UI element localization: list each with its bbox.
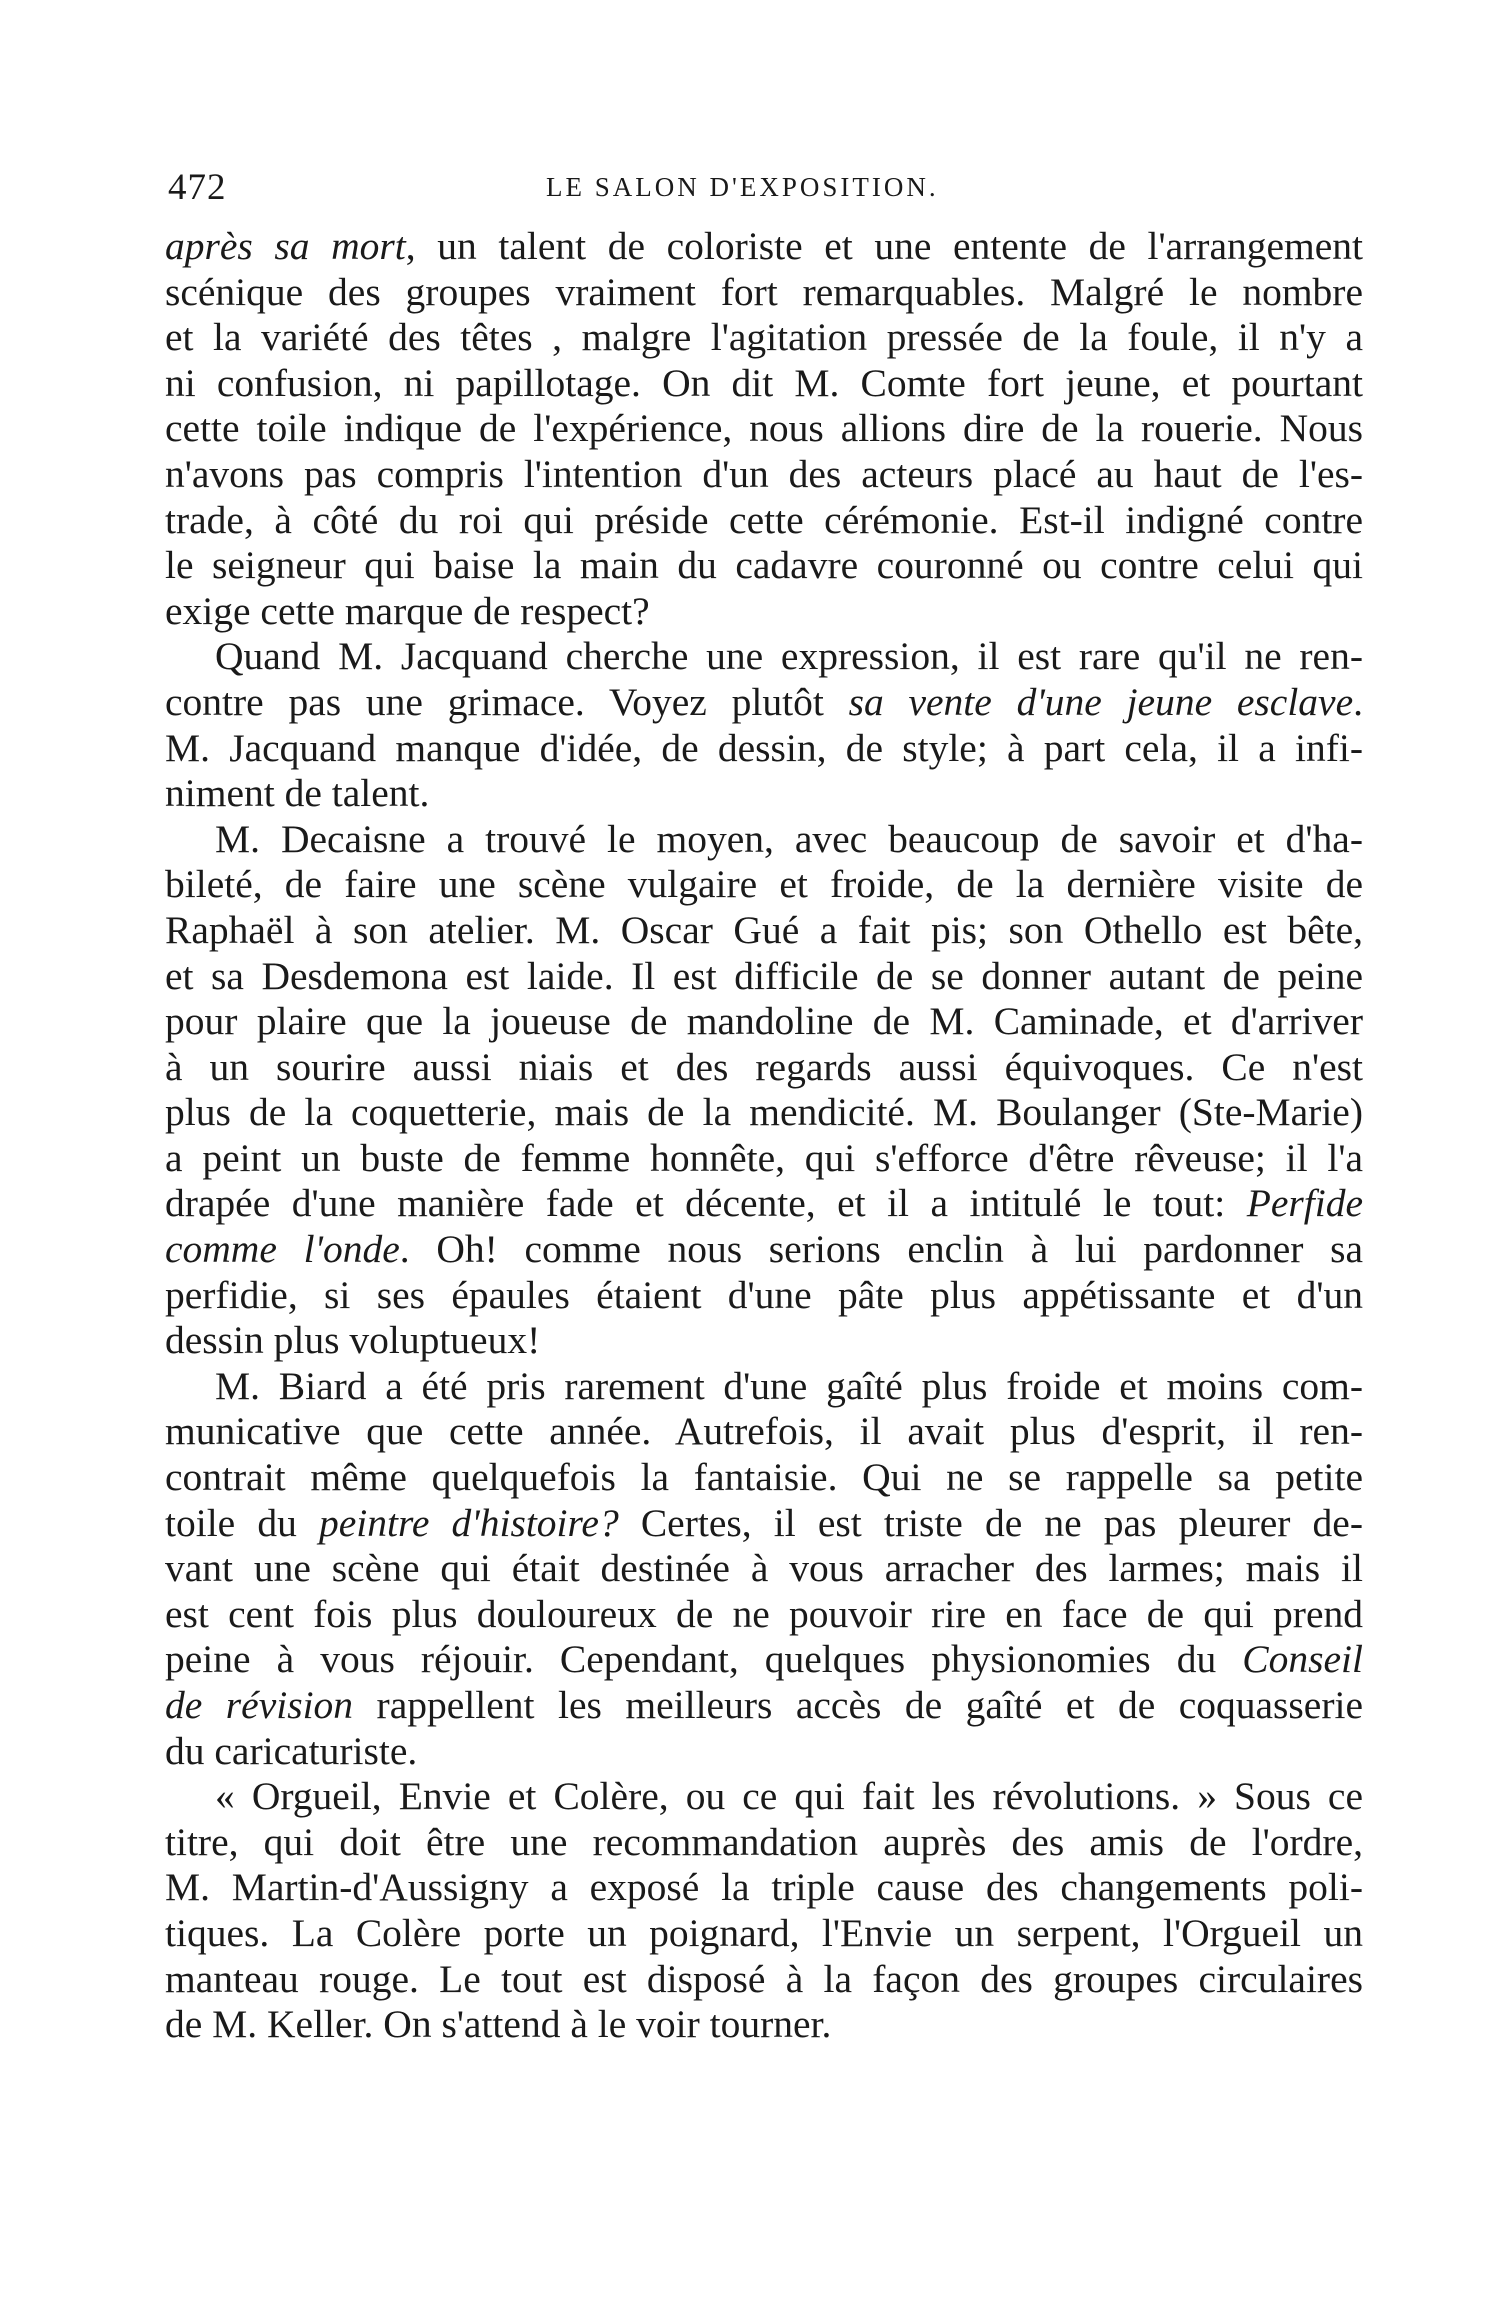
text-line bbox=[165, 2002, 1363, 2048]
text-line bbox=[165, 361, 1363, 407]
text-line bbox=[165, 1181, 1363, 1227]
text-line bbox=[165, 1592, 1363, 1638]
text-line bbox=[165, 1957, 1363, 2003]
italic-text: comme l'onde bbox=[165, 1227, 400, 1272]
text-run: toile du bbox=[165, 1500, 319, 1545]
page-header bbox=[168, 166, 1368, 216]
text-line bbox=[165, 908, 1363, 954]
text-line bbox=[165, 452, 1363, 498]
text-line bbox=[165, 1045, 1363, 1091]
text-line bbox=[165, 771, 1363, 817]
italic-text: sa vente d'une jeune esclave bbox=[848, 679, 1354, 724]
text-run: le seigneur qui baise la main du cadavre couronné ou contre celui qui bbox=[165, 543, 1363, 588]
text-line bbox=[165, 1227, 1363, 1273]
text-line bbox=[165, 634, 1363, 680]
text-line bbox=[165, 1364, 1363, 1410]
running-title: LE SALON D'EXPOSITION. bbox=[546, 172, 939, 202]
text-line bbox=[165, 1090, 1363, 1136]
text-run: manteau rouge. Le tout est disposé à la façon des groupes circulaires bbox=[165, 1956, 1363, 2001]
text-line bbox=[165, 1637, 1363, 1683]
text-run: plus de la coquetterie, mais de la mendicité. M. Boulanger (Ste-Marie) bbox=[165, 1090, 1363, 1135]
text-run: pour plaire que la joueuse de mandoline de M. Caminade, et d'arriver bbox=[165, 999, 1363, 1044]
text-line bbox=[165, 1318, 1363, 1364]
text-line bbox=[165, 1455, 1363, 1501]
text-line bbox=[165, 224, 1363, 270]
text-run: a peint un buste de femme honnête, qui s'efforce d'être rêveuse; il l'a bbox=[165, 1135, 1363, 1180]
text-run: municative que cette année. Autrefois, il avait plus d'esprit, il ren- bbox=[165, 1409, 1363, 1454]
page-number: 472 bbox=[168, 167, 227, 208]
text-line bbox=[165, 1273, 1363, 1319]
text-run: , un talent de coloriste et une entente de l'arrangement bbox=[405, 224, 1363, 268]
text-line bbox=[165, 1911, 1363, 1957]
text-line bbox=[165, 589, 1363, 635]
text-run: . Oh! comme nous serions enclin à lui pardonner sa bbox=[399, 1227, 1363, 1272]
text-run: trade, à côté du roi qui préside cette cérémonie. Est-il indigné contre bbox=[165, 497, 1363, 542]
text-run: contre pas une grimace. Voyez plutôt bbox=[165, 679, 849, 724]
text-run: scénique des groupes vraiment fort remarquables. Malgré le nombre bbox=[165, 269, 1363, 314]
text-line bbox=[165, 1546, 1363, 1592]
text-run: bileté, de faire une scène vulgaire et froide, de la dernière visite de bbox=[165, 862, 1363, 907]
text-run: ni confusion, ni papillotage. On dit M. Comte fort jeune, et pourtant bbox=[165, 360, 1363, 405]
text-run: niment de talent. bbox=[165, 771, 430, 816]
text-line bbox=[165, 680, 1363, 726]
text-line bbox=[165, 1820, 1363, 1866]
text-run: est cent fois plus douloureux de ne pouvoir rire en face de qui prend bbox=[165, 1591, 1363, 1636]
text-run: et la variété des têtes , malgre l'agitation pressée de la foule, il n'y a bbox=[165, 315, 1363, 360]
text-run: Quand M. Jacquand cherche une expression, il est rare qu'il ne ren- bbox=[215, 634, 1363, 679]
text-run: dessin plus voluptueux! bbox=[165, 1318, 541, 1363]
text-line bbox=[165, 406, 1363, 452]
text-run: peine à vous réjouir. Cependant, quelques physionomies du bbox=[165, 1637, 1243, 1682]
text-line bbox=[165, 954, 1363, 1000]
text-run: M. Jacquand manque d'idée, de dessin, de style; à part cela, il a infi- bbox=[165, 725, 1363, 770]
text-line bbox=[165, 999, 1363, 1045]
text-run: contrait même quelquefois la fantaisie. Qui ne se rappelle sa petite bbox=[165, 1455, 1363, 1500]
text-run: cette toile indique de l'expérience, nous allions dire de la rouerie. Nous bbox=[165, 406, 1363, 451]
text-run: « Orgueil, Envie et Colère, ou ce qui fait les révolutions. » Sous ce bbox=[215, 1774, 1363, 1819]
italic-text: Conseil bbox=[1242, 1637, 1363, 1682]
text-run: à un sourire aussi niais et des regards aussi équivoques. Ce n'est bbox=[165, 1044, 1363, 1089]
text-run: n'avons pas compris l'intention d'un des acteurs placé au haut de l'es- bbox=[165, 451, 1363, 496]
italic-text: après sa mort bbox=[165, 224, 406, 268]
text-run: de M. Keller. On s'attend à le voir tourner. bbox=[165, 2002, 832, 2047]
text-line bbox=[165, 1865, 1363, 1911]
text-run: . bbox=[1353, 679, 1363, 724]
text-run: tiques. La Colère porte un poignard, l'Envie un serpent, l'Orgueil un bbox=[165, 1910, 1363, 1955]
text-run: du caricaturiste. bbox=[165, 1728, 418, 1773]
text-line bbox=[165, 315, 1363, 361]
italic-text: de révision bbox=[165, 1683, 354, 1727]
text-run: Raphaël à son atelier. M. Oscar Gué a fait pis; son Othello est bête, bbox=[165, 907, 1363, 952]
text-line bbox=[165, 498, 1363, 544]
text-run: drapée d'une manière fade et décente, et il a intitulé le tout: bbox=[165, 1181, 1247, 1226]
text-run: M. Martin-d'Aussigny a exposé la triple cause des changements poli- bbox=[165, 1865, 1363, 1910]
text-run: titre, qui doit être une recommandation auprès des amis de l'ordre, bbox=[165, 1819, 1363, 1864]
text-line bbox=[165, 270, 1363, 316]
text-line bbox=[165, 817, 1363, 863]
italic-text: Perfide bbox=[1246, 1181, 1363, 1226]
body-text bbox=[165, 224, 1363, 2048]
text-line bbox=[165, 726, 1363, 772]
text-run: rappellent les meilleurs accès de gaîté et de coquasserie bbox=[353, 1683, 1363, 1727]
text-run: perfidie, si ses épaules étaient d'une pâte plus appétissante et d'un bbox=[165, 1272, 1363, 1317]
text-line bbox=[165, 1409, 1363, 1455]
text-line bbox=[165, 1136, 1363, 1182]
text-run: vant une scène qui était destinée à vous arracher des larmes; mais il bbox=[165, 1546, 1363, 1591]
italic-text: peintre d'histoire? bbox=[318, 1500, 619, 1545]
text-run: Certes, il est triste de ne pas pleurer de- bbox=[618, 1500, 1363, 1545]
text-run: exige cette marque de respect? bbox=[165, 588, 650, 633]
text-run: et sa Desdemona est laide. Il est difficile de se donner autant de peine bbox=[165, 953, 1363, 998]
text-line bbox=[165, 1501, 1363, 1547]
text-line bbox=[165, 543, 1363, 589]
text-line bbox=[165, 1729, 1363, 1775]
text-line bbox=[165, 1683, 1363, 1729]
text-run: M. Decaisne a trouvé le moyen, avec beaucoup de savoir et d'ha- bbox=[215, 816, 1363, 861]
text-line bbox=[165, 1774, 1363, 1820]
text-line bbox=[165, 862, 1363, 908]
text-run: M. Biard a été pris rarement d'une gaîté plus froide et moins com- bbox=[215, 1363, 1363, 1408]
